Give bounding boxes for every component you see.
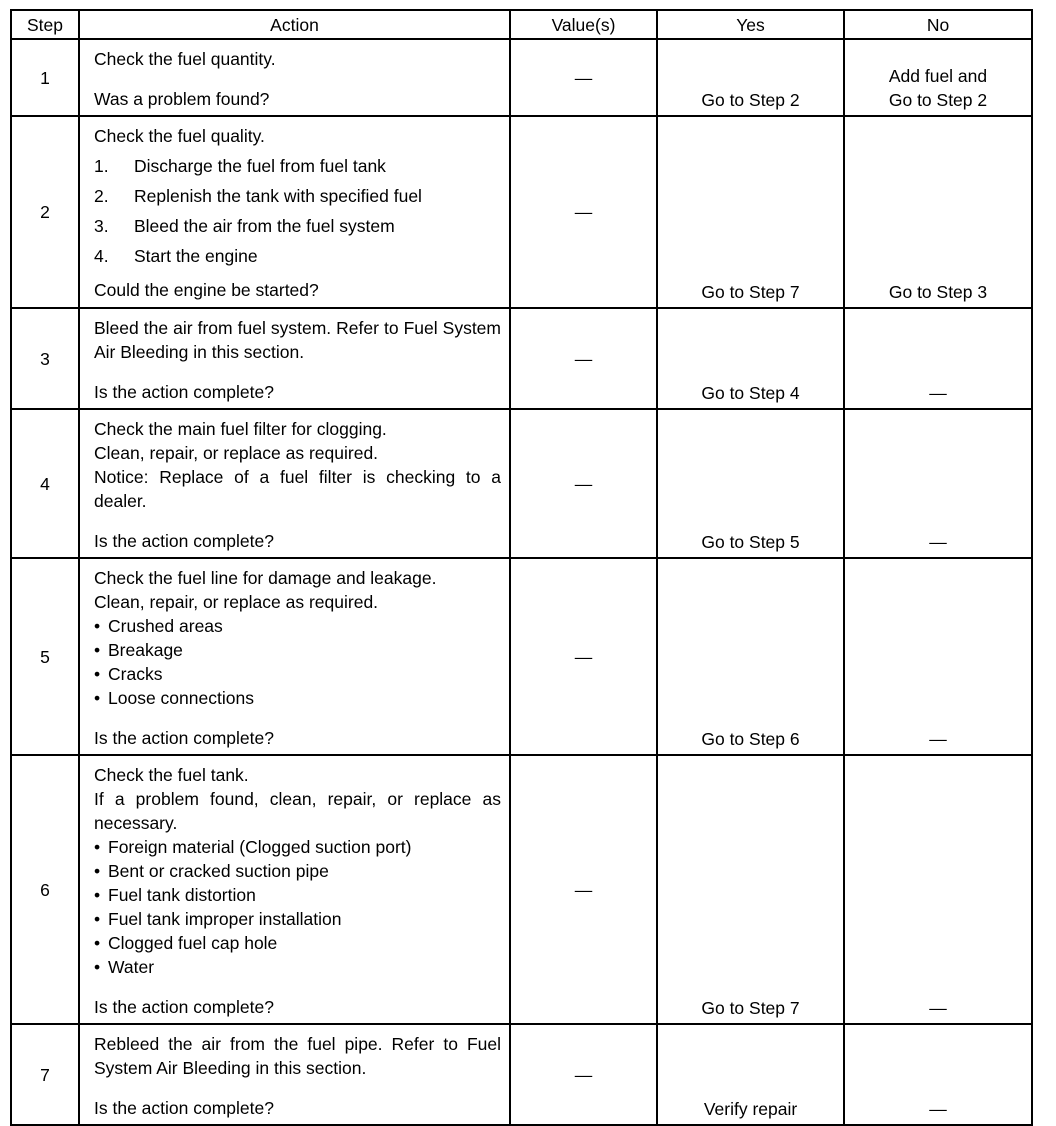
list-item: • Breakage	[94, 640, 183, 660]
question-text: Is the action complete?	[94, 997, 274, 1017]
value-cell: —	[510, 308, 657, 409]
action-text: Check the main fuel filter for clogging.	[94, 419, 387, 439]
question-text: Is the action complete?	[94, 382, 274, 402]
step-number: 1	[11, 39, 79, 116]
header-row	[11, 10, 1032, 39]
action-text: Clean, repair, or replace as required.	[94, 443, 379, 463]
inspection-list	[94, 614, 501, 710]
no-cell: —	[844, 409, 1032, 558]
no-cell: —	[844, 755, 1032, 1024]
no-text-line-1: Add fuel and	[888, 66, 988, 86]
question-text: Was a problem found?	[94, 89, 270, 109]
question-text: Is the action complete?	[94, 728, 274, 748]
list-item: • Bent or cracked suction pipe	[94, 861, 329, 881]
question-text: Is the action complete?	[94, 1098, 274, 1118]
step-number: 5	[11, 558, 79, 755]
no-cell	[844, 39, 1032, 116]
action-text: If a problem found, clean, repair, or replace as necessary.	[94, 789, 501, 833]
list-item: • Cracks	[94, 664, 163, 684]
header-no: No	[844, 10, 1032, 39]
yes-cell: Go to Step 2	[657, 39, 844, 116]
table-row	[11, 39, 1032, 116]
value-cell: —	[510, 39, 657, 116]
table-row	[11, 409, 1032, 558]
question-text: Could the engine be started?	[94, 280, 319, 300]
action-text: Check the fuel quantity.	[94, 49, 276, 69]
header-yes: Yes	[657, 10, 844, 39]
list-item: • Fuel tank improper installation	[94, 909, 342, 929]
step-number: 7	[11, 1024, 79, 1125]
list-item: • Fuel tank distortion	[94, 885, 256, 905]
yes-cell: Verify repair	[657, 1024, 844, 1125]
step-number: 6	[11, 755, 79, 1024]
action-cell	[79, 308, 510, 409]
list-item: • Loose connections	[94, 688, 254, 708]
table-row	[11, 308, 1032, 409]
action-text: Clean, repair, or replace as required.	[94, 592, 379, 612]
header-action: Action	[79, 10, 510, 39]
no-text-line-2: Go to Step 2	[888, 90, 988, 110]
action-cell	[79, 558, 510, 755]
question-text: Is the action complete?	[94, 531, 274, 551]
list-item: 1. Discharge the fuel from fuel tank	[94, 156, 386, 176]
step-number: 4	[11, 409, 79, 558]
action-cell	[79, 39, 510, 116]
list-item: 4. Start the engine	[94, 246, 258, 266]
yes-cell: Go to Step 5	[657, 409, 844, 558]
value-cell: —	[510, 558, 657, 755]
yes-cell: Go to Step 4	[657, 308, 844, 409]
value-cell: —	[510, 1024, 657, 1125]
action-cell	[79, 116, 510, 308]
value-cell: —	[510, 116, 657, 308]
yes-cell: Go to Step 7	[657, 116, 844, 308]
no-cell: —	[844, 558, 1032, 755]
action-text: Bleed the air from fuel system. Refer to Fuel System Air Bleeding in this section.	[94, 318, 501, 362]
action-cell	[79, 755, 510, 1024]
yes-cell: Go to Step 7	[657, 755, 844, 1024]
action-text: Check the fuel tank.	[94, 765, 249, 785]
header-step: Step	[11, 10, 79, 39]
value-cell: —	[510, 409, 657, 558]
table-row	[11, 755, 1032, 1024]
step-number: 2	[11, 116, 79, 308]
table-row	[11, 558, 1032, 755]
list-item: • Foreign material (Clogged suction port)	[94, 837, 412, 857]
list-item: • Water	[94, 957, 155, 977]
table-row	[11, 1024, 1032, 1125]
procedure-list	[94, 154, 501, 268]
list-item: 2. Replenish the tank with specified fuel	[94, 186, 422, 206]
action-cell	[79, 1024, 510, 1125]
table-row	[11, 116, 1032, 308]
diagnostic-table	[10, 9, 1033, 1126]
action-text: Check the fuel quality.	[94, 126, 265, 146]
list-item: • Clogged fuel cap hole	[94, 933, 278, 953]
yes-cell: Go to Step 6	[657, 558, 844, 755]
notice-text: Notice: Replace of a fuel filter is checking to a dealer.	[94, 467, 501, 511]
no-cell: Go to Step 3	[844, 116, 1032, 308]
value-cell: —	[510, 755, 657, 1024]
no-cell: —	[844, 308, 1032, 409]
inspection-list	[94, 835, 501, 979]
action-text: Check the fuel line for damage and leakage.	[94, 568, 437, 588]
list-item: 3. Bleed the air from the fuel system	[94, 216, 395, 236]
list-item: • Crushed areas	[94, 616, 223, 636]
action-text: Rebleed the air from the fuel pipe. Refer to Fuel System Air Bleeding in this section.	[94, 1034, 501, 1078]
action-cell	[79, 409, 510, 558]
no-cell: —	[844, 1024, 1032, 1125]
header-values: Value(s)	[510, 10, 657, 39]
step-number: 3	[11, 308, 79, 409]
